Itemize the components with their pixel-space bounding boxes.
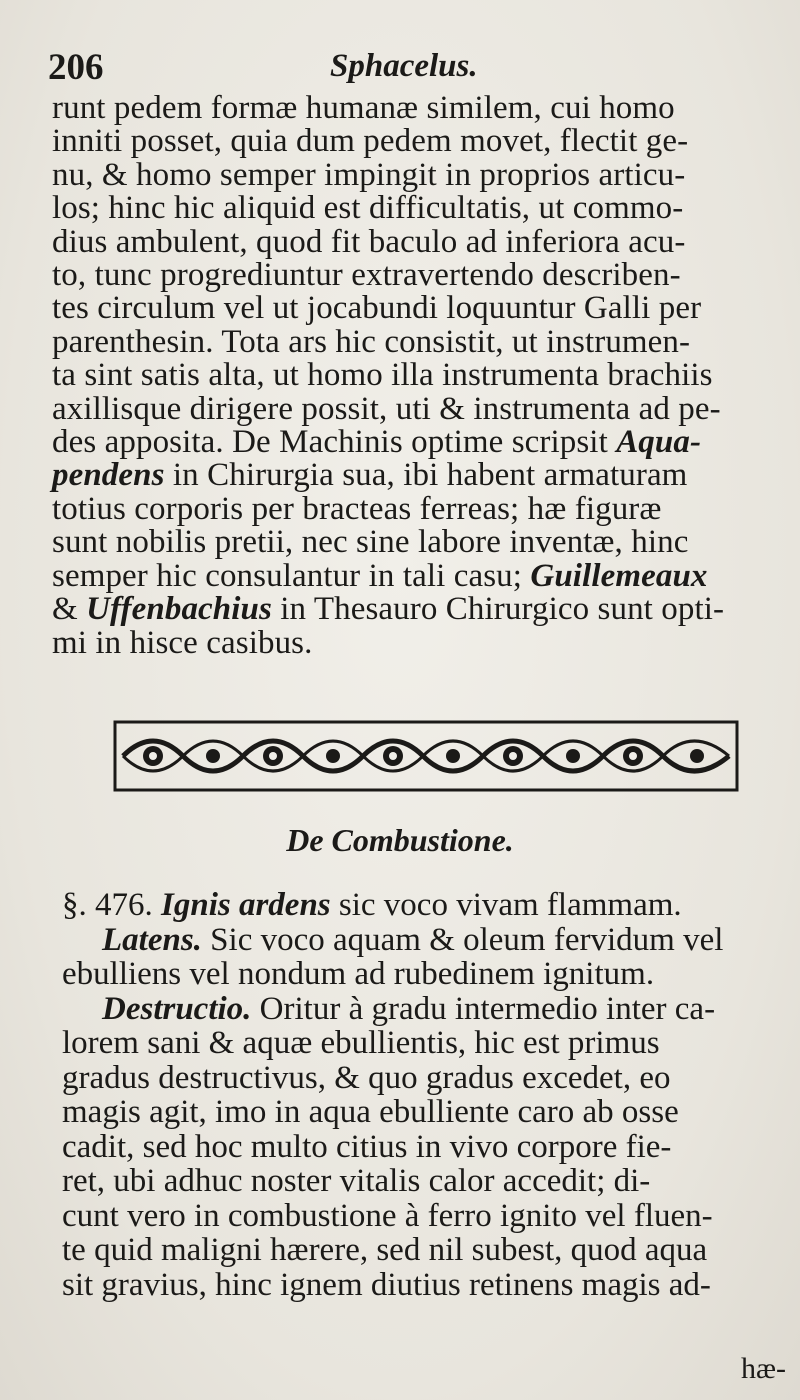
text-line [62, 992, 790, 1027]
text-line [52, 593, 790, 626]
text-line [62, 1268, 790, 1303]
text-run: sit gravius, hinc ignem diutius retinens magis ad- [62, 1266, 711, 1303]
text-line [52, 359, 790, 392]
text-line [52, 156, 790, 193]
text-line [52, 459, 790, 492]
italic-text: Destructio. [102, 990, 252, 1027]
text-line [52, 223, 790, 260]
text-line [62, 957, 790, 992]
text-run: totius corporis per bracteas ferreas; hæ figuræ [52, 490, 662, 527]
catchword: hæ- [741, 1352, 786, 1385]
text-line [62, 1095, 790, 1130]
text-run: §. 476. [62, 887, 161, 923]
text-line [62, 1199, 790, 1234]
text-run: tes circulum vel ut jocabundi loquuntur Galli per [52, 290, 702, 327]
text-line [52, 292, 790, 325]
italic-text: Guillemeaux [530, 557, 708, 594]
text-run: los; hinc hic aliquid est difficultatis, ut commo- [52, 190, 684, 227]
text-run: semper hic consulantur in tali casu; [52, 557, 531, 594]
text-line [52, 557, 790, 594]
text-run: lorem sani & aquæ ebullientis, hic est primus [62, 1025, 660, 1061]
text-run: mi in hisce casibus. [52, 624, 313, 661]
running-head: Sphacelus. [330, 48, 478, 84]
text-run: runt pedem formæ humanæ similem, cui homo [52, 90, 675, 126]
text-line [52, 259, 790, 292]
italic-text: Uffenbachius [86, 591, 272, 628]
text-run: sunt nobilis pretii, nec sine labore inventæ, hinc [52, 524, 689, 561]
text-line [62, 1061, 790, 1096]
text-line [62, 1026, 790, 1061]
italic-text: pendens [52, 457, 165, 494]
text-run: dius ambulent, quod fit baculo ad inferiora acu- [52, 223, 686, 260]
text-line [52, 624, 790, 661]
text-line [52, 490, 790, 527]
text-line [52, 323, 790, 360]
paragraph-prosthesis [52, 92, 790, 660]
scroll-ornament-icon [113, 720, 739, 792]
italic-text: Aqua- [616, 424, 702, 461]
text-line [62, 888, 790, 923]
text-run: Oritur à gradu intermedio inter ca- [251, 990, 716, 1027]
paragraph-combustion [62, 888, 790, 1302]
text-run: gradus destructivus, & quo gradus excedet, eo [62, 1059, 671, 1096]
text-line [62, 923, 790, 958]
text-run: & [52, 591, 87, 628]
text-line [52, 192, 790, 225]
text-line [62, 1130, 790, 1165]
text-run: cadit, sed hoc multo citius in vivo corpore fie- [62, 1128, 672, 1165]
text-run: in Chirurgia sua, ibi habent armaturam [164, 457, 688, 494]
text-run: ta sint satis alta, ut homo illa instrumenta brachiis [52, 357, 713, 394]
italic-text: Ignis ardens [161, 887, 331, 923]
text-run: des apposita. De Machinis optime scripsit [52, 424, 617, 461]
text-line [62, 1233, 790, 1268]
text-line [52, 426, 790, 459]
text-run: axillisque dirigere possit, uti & instrumenta ad pe- [52, 390, 721, 427]
text-run: Sic voco aquam & oleum fervidum vel [201, 921, 724, 958]
text-run: in Thesauro Chirurgico sunt opti- [271, 591, 725, 628]
section-title: De Combustione. [286, 822, 514, 858]
text-run: te quid maligni hærere, sed nil subest, quod aqua [62, 1232, 708, 1268]
text-line [62, 1164, 790, 1199]
text-run: ebulliens vel nondum ad rubedinem ignitum. [62, 956, 655, 992]
text-line [52, 526, 790, 559]
text-run: magis agit, imo in aqua ebulliente caro ab osse [62, 1094, 679, 1130]
text-run: to, tunc progrediuntur extravertendo describen- [52, 257, 681, 294]
text-line [52, 125, 790, 158]
italic-text: Latens. [102, 921, 202, 958]
text-run: sic voco vivam flammam. [330, 887, 682, 923]
text-run: nu, & homo semper impingit in proprios articu- [52, 156, 686, 193]
text-run: ret, ubi adhuc noster vitalis calor accedit; di- [62, 1163, 651, 1199]
text-run: inniti posset, quia dum pedem movet, flectit ge- [52, 123, 689, 160]
text-line [52, 390, 790, 427]
text-run: parenthesin. Tota ars hic consistit, ut instrumen- [52, 323, 691, 360]
text-run: cunt vero in combustione à ferro ignito vel fluen- [62, 1197, 713, 1234]
text-line [52, 92, 790, 125]
page-number: 206 [48, 47, 104, 88]
